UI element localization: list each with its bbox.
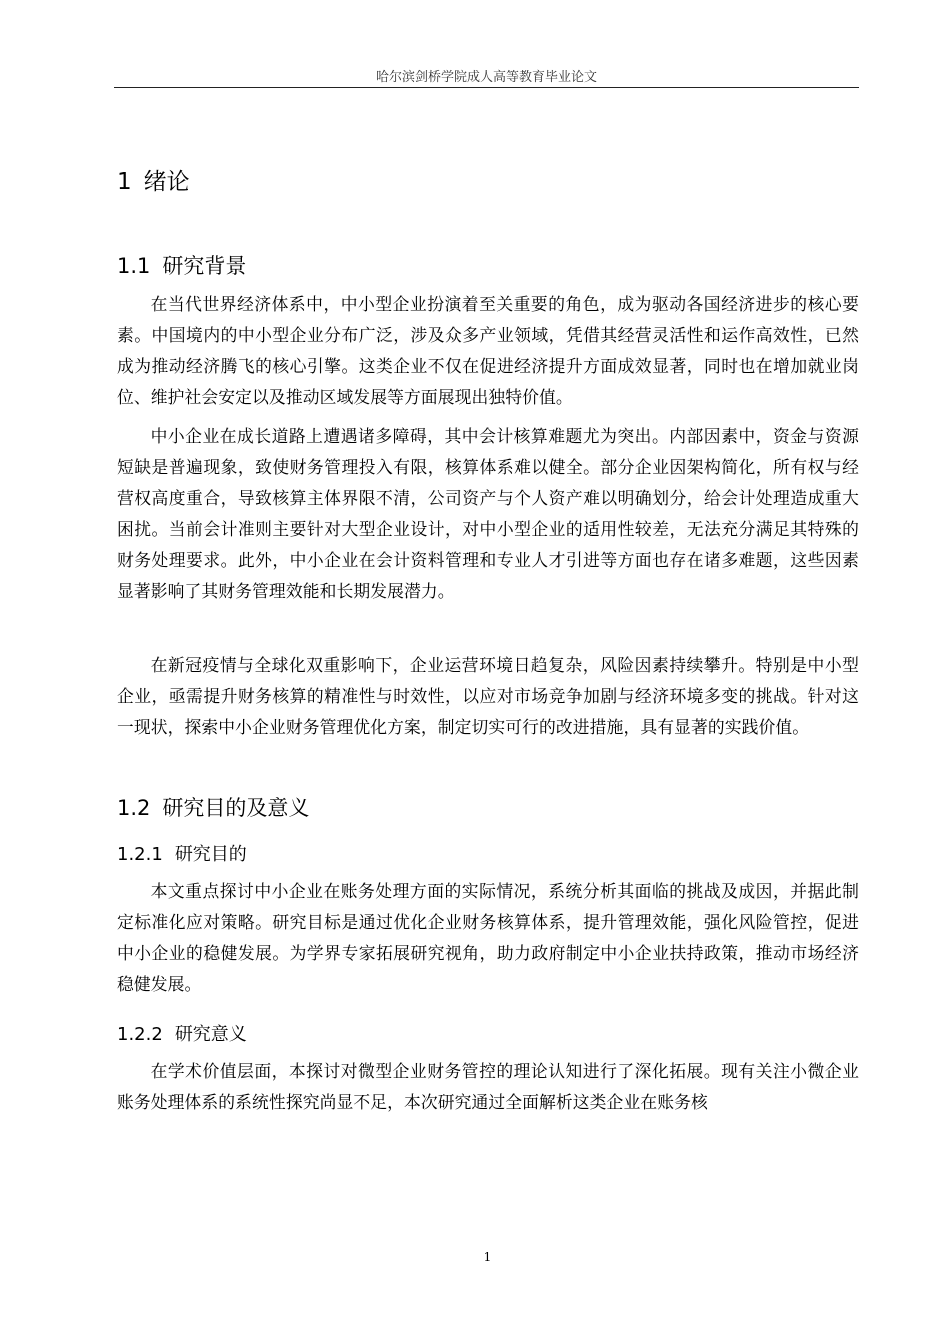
- subsection-number: 1.2.2: [117, 1024, 163, 1045]
- running-header: 哈尔滨剑桥学院成人高等教育毕业论文: [375, 70, 597, 85]
- chapter-title: 绪论: [143, 169, 190, 195]
- subsection-number: 1.2.1: [117, 844, 163, 865]
- section-title: 研究背景: [162, 254, 247, 278]
- section-heading-1-2: [117, 792, 309, 822]
- section-heading-1-1: [117, 250, 246, 280]
- chapter-number: 1: [117, 169, 132, 195]
- chapter-heading: [117, 163, 190, 196]
- section-title: 研究目的及意义: [162, 796, 310, 820]
- subsection-title: 研究意义: [174, 1024, 247, 1045]
- subsection-title: 研究目的: [174, 844, 247, 865]
- paragraph-purpose: 本文重点探讨中小企业在账务处理方面的实际情况，系统分析其面临的挑战及成因，并据此制定标准化应对策略。研究目标是通过优化企业财务核算体系，提升管理效能，强化风险管控，促进中小企业的稳健发展。为学界专家拓展研究视角，助力政府制定中小企业扶持政策，推动市场经济稳健发展。: [117, 881, 859, 994]
- paragraph-background-3: 在新冠疫情与全球化双重影响下，企业运营环境日趋复杂，风险因素持续攀升。特别是中小型企业，亟需提升财务核算的精准性与时效性，以应对市场竞争加剧与经济环境多变的挑战。针对这一现状，探索中小企业财务管理优化方案，制定切实可行的改进措施，具有显著的实践价值。: [117, 655, 859, 737]
- header-divider: [114, 87, 859, 88]
- page-number: 1: [483, 1250, 492, 1264]
- paragraph-background-2: 中小企业在成长道路上遭遇诸多障碍，其中会计核算难题尤为突出。内部因素中，资金与资源短缺是普遍现象，致使财务管理投入有限，核算体系难以健全。部分企业因架构简化，所有权与经营权高度重合，导致核算主体界限不清，公司资产与个人资产难以明确划分，给会计处理造成重大困扰。当前会计准则主要针对大型企业设计，对中小型企业的适用性较差，无法充分满足其特殊的财务处理要求。此外，中小企业在会计资料管理和专业人才引进等方面也存在诸多难题，这些因素显著影响了其财务管理效能和长期发展潜力。: [117, 426, 859, 601]
- section-number: 1.1: [117, 254, 151, 278]
- paragraph-background-1: 在当代世界经济体系中，中小型企业扮演着至关重要的角色，成为驱动各国经济进步的核心要素。中国境内的中小型企业分布广泛，涉及众多产业领域，凭借其经营灵活性和运作高效性，已然成为推动经济腾飞的核心引擎。这类企业不仅在促进经济提升方面成效显著，同时也在增加就业岗位、维护社会安定以及推动区域发展等方面展现出独特价值。: [117, 294, 859, 407]
- subsection-heading-1-2-1: [117, 840, 247, 866]
- paragraph-significance: 在学术价值层面，本探讨对微型企业财务管控的理论认知进行了深化拓展。现有关注小微企业账务处理体系的系统性探究尚显不足，本次研究通过全面解析这类企业在账务核: [117, 1061, 859, 1112]
- subsection-heading-1-2-2: [117, 1020, 247, 1046]
- section-number: 1.2: [117, 796, 151, 820]
